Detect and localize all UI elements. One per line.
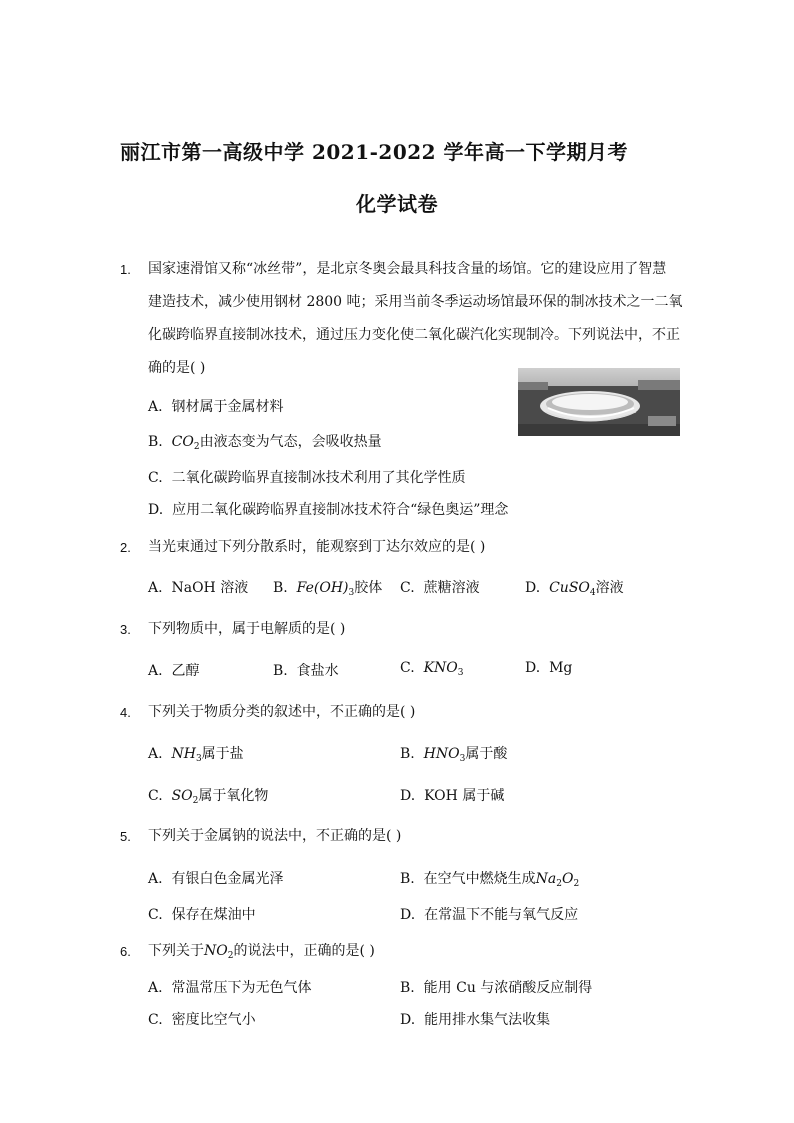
page-subtitle: 化学试卷 [356, 192, 438, 216]
option-b: B. 在空气中燃烧生成$Na_2O_2$ [400, 871, 580, 889]
option-c: C. $SO_2$属于氧化物 [148, 788, 269, 806]
option-a: A. 钢材属于金属材料 [148, 399, 284, 415]
question-number: 5. [120, 829, 131, 844]
option-c: C. 密度比空气小 [148, 1012, 256, 1028]
option-d: D. KOH 属于碱 [400, 788, 505, 804]
option-a: A. 常温常压下为无色气体 [148, 980, 312, 996]
option-c: C. 保存在煤油中 [148, 907, 256, 923]
question-number: 4. [120, 705, 131, 720]
page-title: 丽江市第一高级中学 2021-2022 学年高一下学期月考 [120, 140, 629, 164]
question-stem: 下列关于金属钠的说法中，不正确的是( ) [148, 828, 402, 844]
option-a: A. 乙醇 [148, 663, 200, 679]
option-b: B. 食盐水 [273, 663, 339, 679]
question-stem: 下列关于$NO_2$的说法中，正确的是( ) [148, 943, 375, 961]
question-stem: 当光束通过下列分散系时，能观察到丁达尔效应的是( ) [148, 539, 486, 555]
question-number: 6. [120, 944, 131, 959]
option-b: B. $HNO_3$属于酸 [400, 746, 508, 764]
question-stem-line: 确的是( ) [148, 360, 206, 376]
option-d: D. 在常温下不能与氧气反应 [400, 907, 579, 923]
question-number: 1. [120, 262, 131, 277]
question-number: 2. [120, 540, 131, 555]
option-d: D. CuSO$_4$溶液 [525, 580, 624, 598]
option-a: A. 有银白色金属光泽 [148, 871, 284, 887]
question-stem: 下列关于物质分类的叙述中，不正确的是( ) [148, 704, 416, 720]
stadium-photo [518, 368, 680, 436]
option-c: C. $KNO_3$ [400, 660, 464, 678]
option-b: B. $Fe(OH)_3$胶体 [273, 580, 383, 598]
question-stem-line: 化碳跨临界直接制冰技术，通过压力变化使二氧化碳汽化实现制冷。下列说法中，不正 [148, 327, 680, 343]
option-a: A. $NH_3$属于盐 [148, 746, 244, 764]
option-c: C. 二氧化碳跨临界直接制冰技术利用了其化学性质 [148, 470, 466, 486]
option-a: A. NaOH 溶液 [148, 580, 249, 596]
question-stem-line: 建造技术，减少使用钢材 2800 吨；采用当前冬季运动场馆最环保的制冰技术之一二氧 [148, 294, 683, 310]
option-b: B. $CO_2$由液态变为气态，会吸收热量 [148, 434, 382, 452]
option-d: D. Mg [525, 660, 573, 676]
option-d: D. 应用二氧化碳跨临界直接制冰技术符合“绿色奥运”理念 [148, 502, 509, 518]
stadium-image-icon [518, 368, 680, 436]
option-d: D. 能用排水集气法收集 [400, 1012, 551, 1028]
question-number: 3. [120, 622, 131, 637]
question-stem-line: 国家速滑馆又称“冰丝带”，是北京冬奥会最具科技含量的场馆。它的建设应用了智慧 [148, 261, 667, 277]
option-b: B. 能用 Cu 与浓硝酸反应制得 [400, 980, 593, 996]
question-stem: 下列物质中，属于电解质的是( ) [148, 621, 346, 637]
option-c: C. 蔗糖溶液 [400, 580, 480, 596]
